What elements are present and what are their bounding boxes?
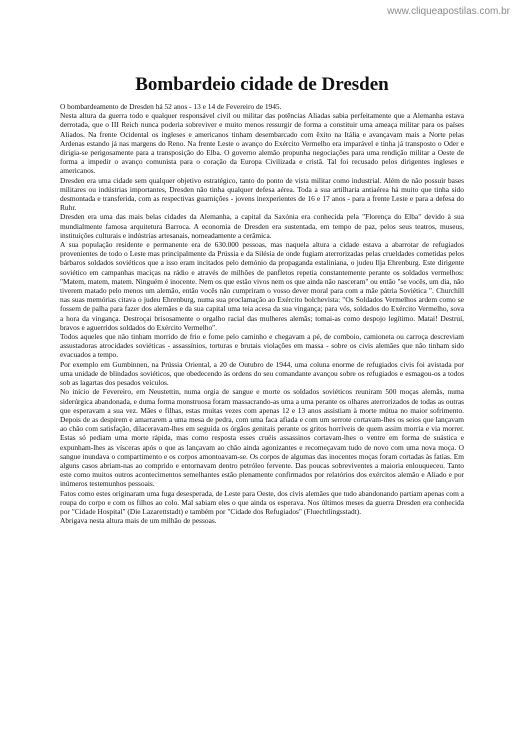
paragraph-war-context: Nesta altura da guerra todo e qualquer responsável civil ou militar das potências Aliadas sabia perfeitamente que a Alemanha estava derrotada, que o III Reich nunca poderia sobreviver e muito menos ressurgir de forma a constituir uma ameaça militar para os países Aliados. Na frente Ocidental os ingleses e americanos tinham desembarcado com êxito na Itália e avançavam mais a Norte pelas Ardenas estando já nas margens do Reno. Na frente Leste o avanço do Exército Vermelho era imparável e tinha já transposto o Oder e dirigia-se perigosamente para a transposição do Elba. O governo alemão propunha negociações para uma rendição militar a Oeste de forma a impedir o avanço comunista para o coração da Europa Civilizada e cristã. Tal foi recusado pelos dirigentes ingleses e americanos. [60, 111, 464, 176]
paragraph-no-strategic-value: Dresden era uma cidade sem qualquer objetivo estratégico, tanto do ponto de vista militar como industrial. Além de não possuir bases militares ou indústrias importantes, Dresden não tinha qualquer defesa aérea. Toda a sua artilharia antiaérea há muito que tinha sido desmontada e transferida, com as respectivas guarnições - jovens inexperientes de 16 e 17 anos - para a frente Leste e para a defesa do Ruhr. [60, 175, 464, 213]
paragraph-atrocities: Todos aqueles que não tinham morrido de frio e fome pelo caminho e chegavam a pé, de comboio, camioneta ou carroça descreviam assustadoras atrocidades soviéticas - assassínios, torturas e brutais violações em massa - sobre os civis alemães que não tinham sido evacuados a tempo. [60, 332, 464, 360]
paragraph-neustettin: No início de Fevereiro, em Neustettin, numa orgia de sangue e morte os soldados soviéticos reuniram 500 moças alemãs, numa siderúrgica abandonada, e duma forma monstruosa foram massacrando-as uma a uma perante os olhares aterrorizados de todas as outras que esperavam a sua vez. Mães e filhas, estas muitas vezes com apenas 12 e 13 anos assistiam à morte mútua no maior sofrimento. Depois de as despirem e amarrarem a uma mesa de pedra, com uma faca afiada e com um serrote cortavam-lhes os seios que lançavam ao chão com satisfação, dilaceravam-lhes em seguida os órgãos genitais perante os gritos horríveis de quem assim morria e via morrer. Estas só pediam uma morte rápida, mas como resposta esses cruéis assassinos cortavam-lhes o ventre em forma de suástica e expunham-lhes as vísceras após o que as lançavam ao chão ainda agonizantes e recomeçavam tudo de novo com uma nova moça. O sangue inundava o compartimento e os corpos amontoavam-se. Os corpos de algumas das inocentes moças foram cortadas às fatias. Em alguns casos abriam-nas ao comprido e entornavam dentro petróleo fervente. Das poucas sobreviventes a maioria enlouqueceu. Tanto este como muitos outros acontecimentos semelhantes estão plenamente confirmados por relatórios dos exércitos alemão e Aliado e por inúmeros testemunhos pessoais. [60, 387, 464, 489]
paragraph-refugees: A sua população residente e permanente era de 630.000 pessoas, mas naquela altura a cidade estava a abarrotar de refugiados provenientes de todo o Leste mas principalmente da Prússia e da Silésia de onde fugiam aterrorizadas pelas crueldades cometidas pelos bárbaros soldados soviéticos que a isso eram incitados pelo demónio da propaganda estaliniana, o judeu Ilja Ehrenburg. Este dirigente soviético em campanhas maciças na rádio e através de milhões de panfletos repetia constantemente perante os soldados vermelhos: "Matem, matem, matem. Ninguém é inocente. Nem os que estão vivos nem os que ainda não nasceram" ou então "se vocês, um dia, não tiverem matado pelo menos um alemão, então vocês não cumpriram o vosso dever moral para com a mãe pátria Soviética ". Churchill nas suas memórias citava o judeu Ehrenburg, numa sua proclamação ao Exército bolchevista: "Os Soldados Vermelhos ardem como se fossem de palha para fazer dos alemães e da sua capital uma teia acesa da sua vingança; para vós, soldados do Exército Vermelho, sova a hora da vingança. Destroçai brisosamente o orgalho racial das mulheres alemãs; tomai-as como despojo legítimo. Matai! Destruí, bravos e aguerridos soldados do Exército Vermelho". [60, 240, 464, 332]
document-page [60, 74, 464, 525]
paragraph-flight: Fatos como estes originaram uma fuga desesperada, de Leste para Oeste, dos civis alemães que tudo abandonando partiam apenas com a roupa do corpo e com os filhos ao colo. Mal sabiam eles o que ainda os esperava. Nos últimos meses da guerra Dresden era conhecida por "Cidade Hospital" (Die Lazarettstadt) e também por "Cidade dos Refugiados" (Fluechtlingsstadt). [60, 488, 464, 516]
paragraph-gumbinnen: Por exemplo em Gumbinnen, na Prússia Oriental, a 20 de Outubro de 1944, uma coluna enorme de refugiados civis foi avistada por uma unidade de blindados soviéticos, que obedecendo às ordens do seu comandante avançou sobre os refugiados e esmagou-os a todos sob as lagartas dos pesados veículos. [60, 359, 464, 388]
paragraph-city-description: Dresden era uma das mais belas cidades da Alemanha, a capital da Saxónia era conhecida pela "Florença do Elba" devido à sua mundialmente famosa arquitetura Barroca. A economia de Dresden era sustentada, em tempo de paz, pelos seus teatros, museus, instituições culturais e indústrias artesanais, nomeadamente a cerâmica. [60, 212, 464, 240]
paragraph-population: Abrigava nesta altura mais de um milhão de pessoas. [60, 516, 217, 526]
site-watermark: www.cliqueapostilas.com.br [387, 6, 510, 17]
paragraph-intro: O bombardeamento de Dresden há 52 anos - 13 e 14 de Fevereiro de 1945. [60, 102, 282, 111]
document-title: Bombardeio cidade de Dresden [135, 74, 389, 95]
